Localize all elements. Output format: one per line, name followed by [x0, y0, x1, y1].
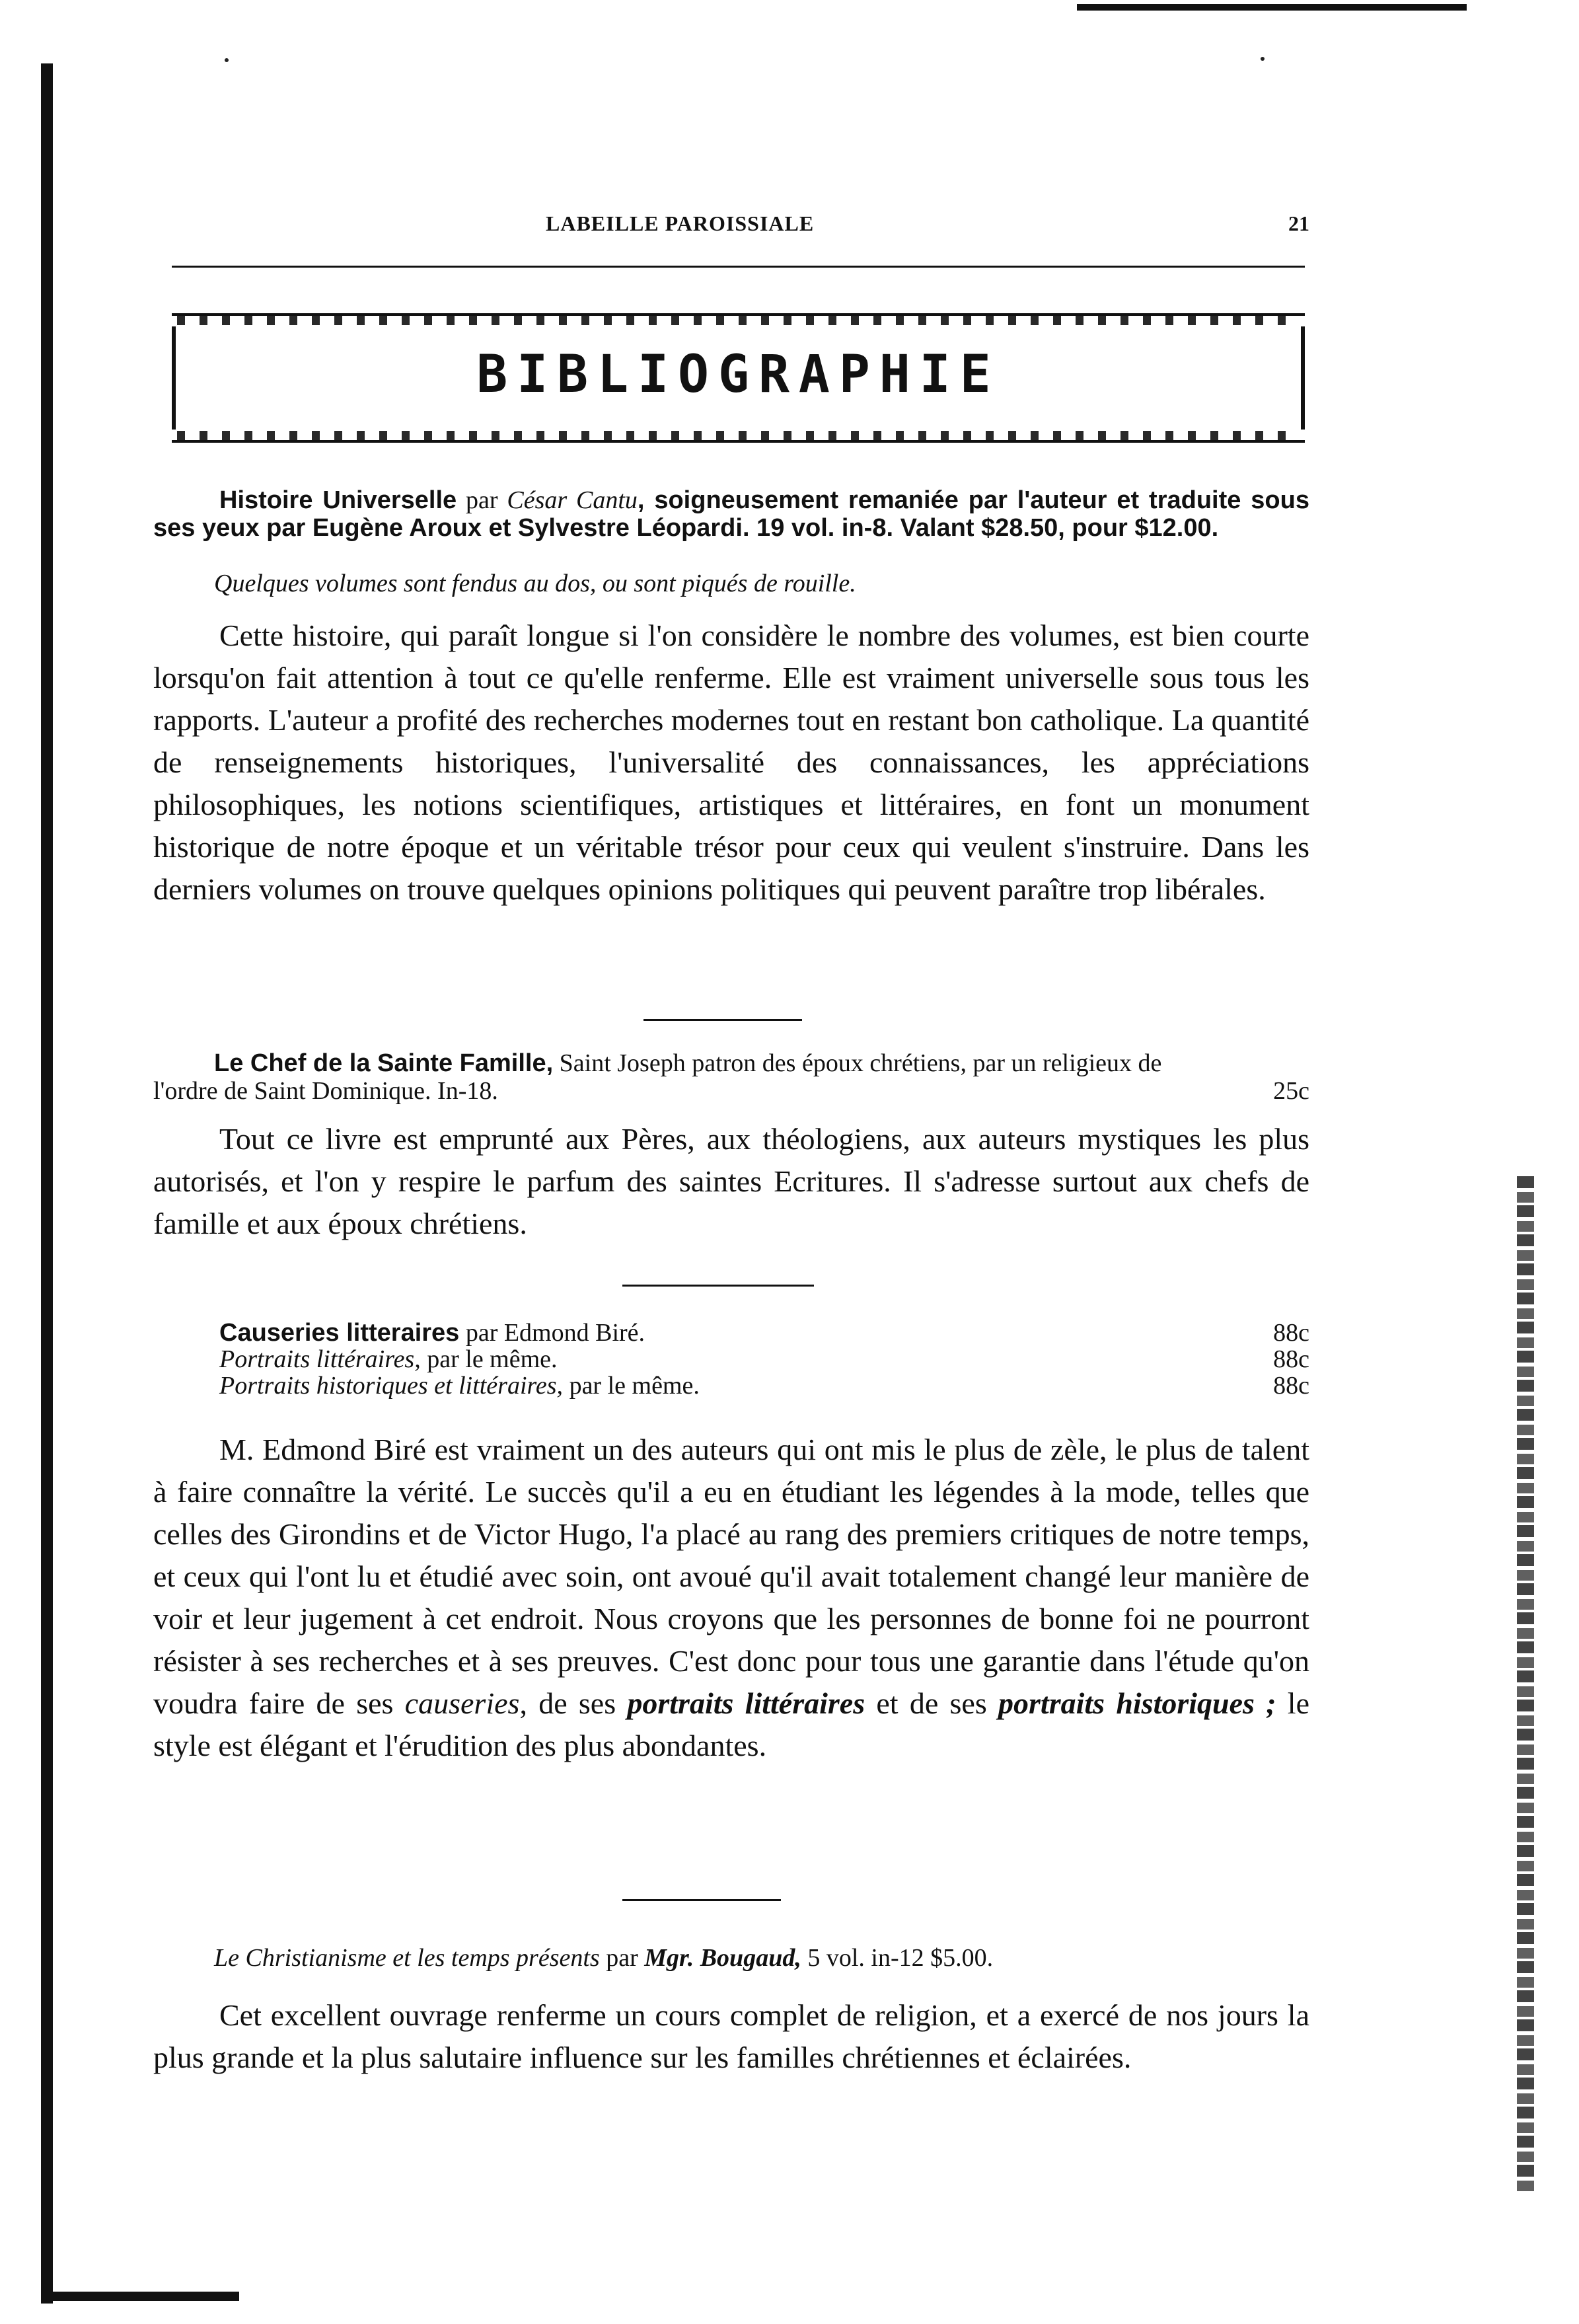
review-paragraph — [153, 1429, 1309, 1767]
entry-text: par — [457, 486, 507, 514]
entry-text: 5 vol. in-12 $5.00. — [801, 1944, 994, 1972]
emphasis: causeries — [404, 1686, 520, 1720]
condition-note: Quelques volumes sont fendus au dos, ou sont piqués de rouille. — [214, 570, 856, 597]
book-title: Le Chef de la Sainte Famille, — [214, 1049, 554, 1077]
book-author: César Cantu — [507, 486, 638, 514]
review-paragraph: Cet excellent ouvrage renferme un cours complet de religion, et a exercé de nos jours la plus grande et la plus salutaire influence sur les familles chrétiennes et éclairées. — [153, 1998, 1309, 2074]
scan-bottom-edge — [41, 2292, 239, 2301]
entry-text: , soigneusement remaniée par l'auteur et traduite sous ses yeux par Eugène Aroux et Sylvestre Léopardi. 19 vol. in-8. Valant $28.50, pour $12.00. — [153, 486, 1309, 542]
book-title: Le Christianisme et les temps présents — [214, 1944, 600, 1972]
book-list-item — [219, 1319, 1309, 1345]
price: 88c — [1273, 1372, 1309, 1400]
emphasis: portraits historiques ; — [998, 1686, 1276, 1720]
section-separator — [622, 1899, 781, 1901]
entry-text: par le même. — [563, 1372, 700, 1400]
banner-ornament-top — [177, 316, 1300, 325]
scan-top-edge — [1077, 4, 1467, 11]
book-title: Histoire Universelle — [219, 486, 457, 514]
scan-speck — [225, 58, 229, 62]
entry-note — [214, 570, 1309, 597]
review-text: et de ses — [865, 1686, 999, 1720]
review-paragraph: Cette histoire, qui paraît longue si l'on considère le nombre des volumes, est bien courte lorsqu'on fait attention à tout ce qu'elle renferme. Elle est vraiment universelle sous tous les rapports. L'auteur a profité des recherches modernes tout en restant bon catholique. La quantité de renseignements historiques, l'universalité des connaissances, les appréciations philosophiques, les notions scientifiques, artistiques et littéraires, en font un monument historique de notre époque et un véritable trésor pour ceux qui veulent s'instruire. Dans les derniers volumes on trouve quelques opinions politiques qui peuvent paraître trop libérales. — [153, 618, 1309, 906]
banner-ornament-bottom — [177, 431, 1300, 440]
review-paragraph: Tout ce livre est emprunté aux Pères, aux théologiens, aux auteurs mystiques les plus autorisés, et l'on y respire le parfum des saintes Ecritures. Il s'adresse surtout aux chefs de famille et aux époux chrétiens. — [153, 1122, 1309, 1240]
price: 88c — [1273, 1345, 1309, 1373]
entry-text: par — [599, 1944, 645, 1972]
entry-heading — [153, 486, 1309, 542]
review-text: le style est élégant et l'érudition des plus abondantes. — [153, 1686, 1310, 1762]
entry-text: Saint Joseph patron des époux chrétiens, par un religieux de l'ordre de Saint Dominique. In-18. — [153, 1049, 1162, 1105]
entry-heading — [214, 1944, 1309, 1972]
book-author: Mgr. Bougaud, — [644, 1944, 801, 1972]
section-title: BIBLIOGRAPHIE — [476, 345, 1000, 404]
price: 25c — [1273, 1077, 1309, 1105]
book-title: Portraits historiques et littéraires, — [219, 1372, 564, 1400]
running-head — [153, 211, 1309, 241]
entry-heading — [153, 1049, 1309, 1105]
section-banner — [172, 313, 1305, 443]
scan-left-edge — [41, 63, 53, 2304]
section-separator — [622, 1285, 814, 1287]
entry-text: par Edmond Biré. — [459, 1319, 645, 1347]
price: 88c — [1273, 1319, 1309, 1347]
entry-text: par le même. — [420, 1345, 558, 1373]
page-number: 21 — [1288, 211, 1309, 235]
book-title: Causeries litteraires — [219, 1319, 460, 1347]
journal-title: LABEILLE PAROISSIALE — [546, 211, 815, 235]
section-separator — [643, 1019, 802, 1021]
header-rule — [172, 266, 1305, 268]
review-text: , de ses — [519, 1686, 628, 1720]
book-list — [219, 1319, 1309, 1398]
review-text: M. Edmond Biré est vraiment un des auteurs qui ont mis le plus de zèle, le plus de talent à faire connaître la vérité. Le succès qu'il a eu en étudiant les légendes à la mode, telles que celles des Girondins et de Victor Hugo, l'a placé au rang des premiers critiques de notre temps, et ceux qui l'ont lu et étudié avec soin, ont avoué qu'il avait totalement changé leur manière de voir et leur jugement à cet endroit. Nous croyons que les personnes de bonne foi ne pourront résister à ses recherches et à ses preuves. C'est donc pour tous une garantie dans l'étude qu'on voudra faire de ses — [153, 1433, 1309, 1720]
emphasis: portraits littéraires — [627, 1686, 865, 1720]
book-list-item — [219, 1345, 1309, 1372]
scan-right-edge-binding — [1517, 1176, 1534, 2194]
scan-speck — [1261, 57, 1265, 61]
book-list-item — [219, 1372, 1309, 1398]
book-title: Portraits littéraires, — [219, 1345, 421, 1373]
